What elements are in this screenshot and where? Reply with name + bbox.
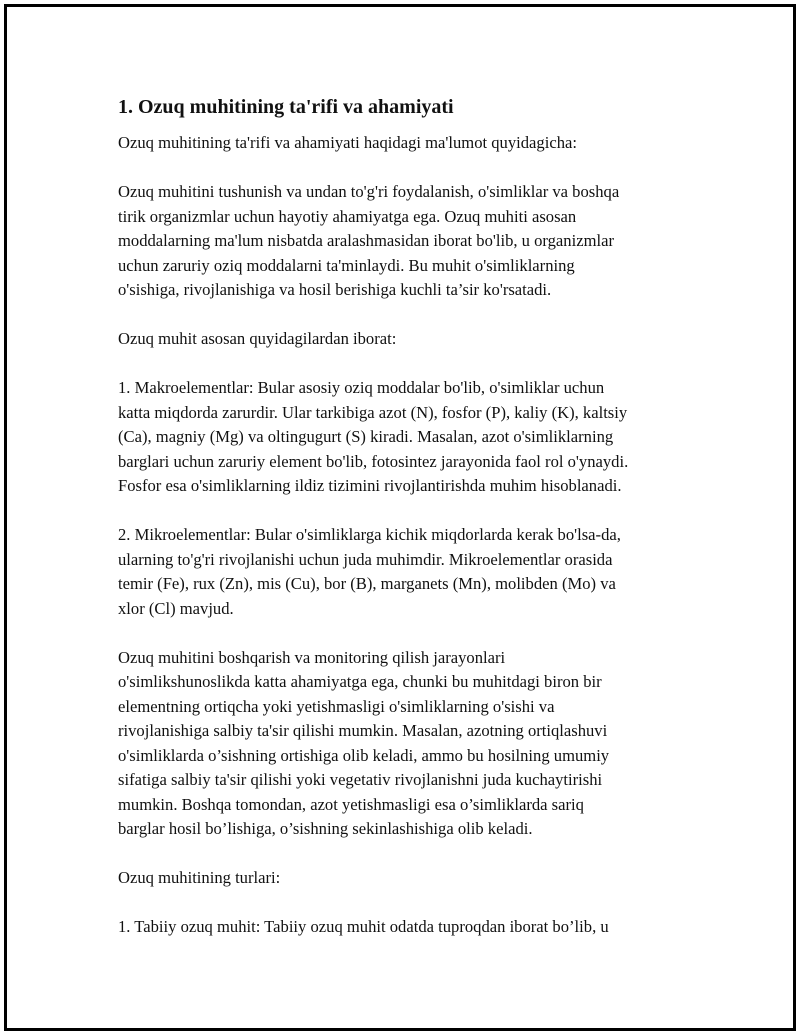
paragraph-composition-lead: Ozuq muhit asosan quyidagilardan iborat: <box>118 329 397 348</box>
paragraph-microelements: 2. Mikroelementlar: Bular o'simliklarga kichik miqdorlarda kerak bo'lsa-da, ularning to'g'ri rivojlanishi uchun juda muhimdir. Mikroelementlar orasida temir (Fe), rux (Zn), mis (Cu), bor (B), marganets (Mn), molibden (Mo) va xlor (Cl) mavjud. <box>118 525 621 618</box>
document-body <box>118 93 698 964</box>
paragraph-natural-medium: 1. Tabiiy ozuq muhit: Tabiiy ozuq muhit odatda tuproqdan iborat bo’lib, u <box>118 917 609 936</box>
paragraph-monitoring: Ozuq muhitini boshqarish va monitoring qilish jarayonlari o'simlikshunoslikda katta ahamiyatga ega, chunki bu muhitdagi biron bir elementning ortiqcha yoki yetishmasligi o'simliklarning o'sishi va rivojlanishiga salbiy ta'sir qilishi mumkin. Masalan, azotning ortiqlashuvi o'simliklarda o’sishning ortishiga olib keladi, ammo bu hosilning umumiy sifatiga salbiy ta'sir qilishi yoki vegetativ rivojlanishni juda kuchaytirishi mumkin. Boshqa tomondan, azot yetishmasligi esa o’simliklarda sariq barglar hosil bo’lishiga, o’sishning sekinlashishiga olib keladi. <box>118 647 610 838</box>
paragraph-definition: Ozuq muhitini tushunish va undan to'g'ri foydalanish, o'simliklar va boshqa tirik organizmlar uchun hayotiy ahamiyatga ega. Ozuq muhiti asosan moddalarning ma'lum nisbatda aralashmasidan iborat bo'lib, u organizmlar uchun zaruriy oziq moddalarni ta'minlaydi. Bu muhit o'simliklarning o'sishiga, rivojlanishiga va hosil berishiga kuchli ta’sir ko'rsatadi. <box>118 182 620 299</box>
section-heading: 1. Ozuq muhitining ta'rifi va ahamiyati <box>118 96 454 118</box>
paragraph-types-lead: Ozuq muhitining turlari: <box>118 868 281 887</box>
paragraph-macroelements: 1. Makroelementlar: Bular asosiy oziq moddalar bo'lib, o'simliklar uchun katta miqdorda zarurdir. Ular tarkibiga azot (N), fosfor (P), kaliy (K), kaltsiy (Ca), magniy (Mg) va oltingugurt (S) kiradi. Masalan, azot o'simliklarning barglari uchun zaruriy element bo'lib, fotosintez jarayonida faol rol o'ynaydi. Fosfor esa o'simliklarning ildiz tizimini rivojlantirishda muhim hisoblanadi. <box>118 378 629 495</box>
paragraph-intro: Ozuq muhitining ta'rifi va ahamiyati haqidagi ma'lumot quyidagicha: <box>118 133 577 152</box>
